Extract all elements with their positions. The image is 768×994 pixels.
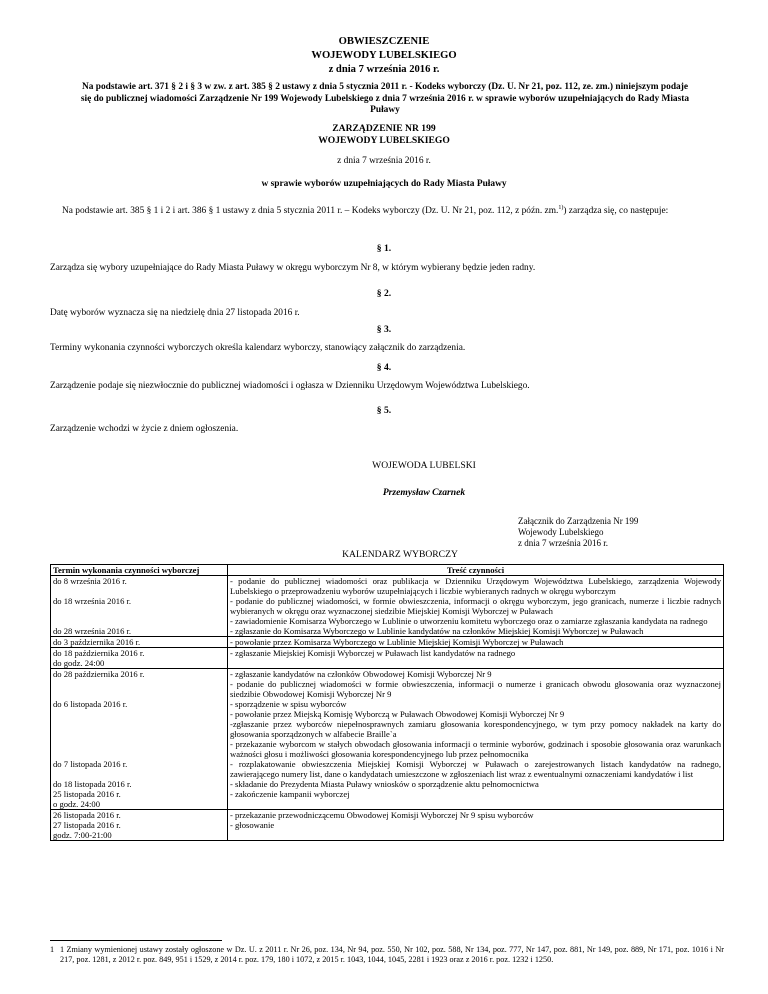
table-row — [51, 669, 724, 700]
paragraph-text-1: Zarządza się wybory uzupełniające do Rady Miasta Puławy w okręgu wyborczym Nr 8, w którym wybierany będzie jeden radny. — [50, 263, 536, 273]
date-line: do 6 listopada 2016 r. — [53, 699, 128, 709]
action-line: - rozplakatowanie obwieszczenia Miejskiej Komisji Wyborczej w Puławach o zarejestrowanych listach kandydatów na radnego, zawierającego numery list, dane o kandydatach umieszczone w zgłoszeniach list wraz z ewentualnymi oznaczeniami kandydatów i list — [230, 759, 721, 779]
date-cell — [51, 637, 228, 648]
action-cell — [228, 789, 724, 810]
attachment-note — [518, 516, 638, 549]
date-cell — [51, 789, 228, 810]
action-cell — [228, 810, 724, 821]
action-cell — [228, 820, 724, 841]
paragraph-text-5: Zarządzenie wchodzi w życie z dniem ogłoszenia. — [50, 424, 239, 434]
table-row — [51, 810, 724, 821]
date-line: 26 listopada 2016 r. — [53, 810, 121, 820]
table-row — [51, 759, 724, 779]
action-line: - sporządzenie w spisu wyborców — [230, 699, 347, 709]
column-header-date: Termin wykonania czynności wyborczej — [51, 565, 228, 576]
action-line: - składanie do Prezydenta Miasta Puławy wniosków o sporządzenie aktu pełnomocnictwa — [230, 779, 539, 789]
action-line: - zakończenie kampanii wyborczej — [230, 789, 350, 799]
date-cell — [51, 576, 228, 597]
date-line: do 18 października 2016 r. — [53, 648, 145, 658]
header-issuer: WOJEWODY LUBELSKIEGO — [311, 50, 457, 61]
attachment-line-2: Wojewody Lubelskiego — [518, 527, 604, 537]
date-cell — [51, 820, 228, 841]
table-row — [51, 820, 724, 841]
paragraph-text-4: Zarządzenie podaje się niezwłocznie do publicznej wiadomości i ogłasza w Dzienniku Urzędowym Województwa Lubelskiego. — [50, 381, 530, 391]
paragraph-number-4: § 4. — [376, 362, 392, 373]
date-line: do 8 września 2016 r. — [53, 576, 127, 586]
preamble — [50, 206, 723, 218]
header-title: OBWIESZCZENIE — [338, 36, 430, 47]
action-cell — [228, 669, 724, 700]
action-line: - przekazanie wyborcom w stałych obwodach głosowania informacji o terminie wyborów, godzinach i sposobie głosowania oraz warunkach ważności głosu i możliwości głosowania korespondencyjnego lub przez pełnomocnika — [230, 739, 721, 759]
action-cell — [228, 596, 724, 626]
table-row — [51, 779, 724, 789]
action-cell — [228, 759, 724, 779]
footnote-text: 1 Zmiany wymienionej ustawy zostały ogłoszone w Dz. U. z 2011 r. Nr 26, poz. 134, Nr 94, poz. 550, Nr 102, poz. 588, Nr 134, poz. 777, Nr 147, poz. 881, Nr 149, poz. 889, Nr 171, poz. 1016 i Nr 217, poz. 1281, z 2012 r. poz. 849, 951 i 1529, z 2014 r. poz. 179, 180 i 1072, z 2015 r. 1043, 1044, 1045, 2281 i 1923 oraz z 2016 r. poz. 1232 i 1250. — [60, 945, 724, 964]
paragraph-number-2: § 2. — [376, 288, 392, 299]
preamble-text: Na podstawie art. 385 § 1 i 2 i art. 386 § 1 ustawy z dnia 5 stycznia 2011 r. – Kodeks wyborczy (Dz. U. Nr 21, poz. 112, z późn. zm. — [62, 206, 559, 216]
date-line: do 7 listopada 2016 r. — [53, 759, 128, 769]
table-row — [51, 626, 724, 637]
date-cell — [51, 596, 228, 626]
table-row — [51, 789, 724, 810]
paragraph-text-3: Terminy wykonania czynności wyborczych określa kalendarz wyborczy, stanowiący załącznik do zarządzenia. — [50, 343, 466, 353]
date-cell — [51, 626, 228, 637]
date-line: do 18 listopada 2016 r. — [53, 779, 132, 789]
column-header-action: Treść czynności — [228, 565, 724, 576]
footnote — [50, 945, 724, 965]
action-cell — [228, 626, 724, 637]
ordinance-number: ZARZĄDZENIE NR 199 — [332, 123, 436, 134]
date-cell — [51, 779, 228, 789]
calendar-body — [51, 576, 724, 841]
footnote-divider — [50, 940, 222, 941]
date-cell — [51, 699, 228, 759]
action-cell — [228, 699, 724, 759]
signer-title: WOJEWODA LUBELSKI — [372, 460, 476, 471]
ordinance-date: z dnia 7 września 2016 r. — [337, 156, 431, 166]
footnote-mark: 1 — [50, 945, 55, 954]
date-line: 25 listopada 2016 r. — [53, 789, 121, 799]
document-header — [0, 35, 768, 77]
action-line: - zgłaszanie do Komisarza Wyborczego w Lublinie kandydatów na członków Miejskiej Komisji Wyborczej w Puławach — [230, 626, 644, 636]
paragraph-number-1: § 1. — [376, 243, 392, 254]
action-line: - powołanie przez Miejską Komisję Wyborczą w Puławach Obwodowej Komisji Wyborczej Nr 9 — [230, 709, 565, 719]
date-cell — [51, 669, 228, 700]
paragraph-number-3: § 3. — [376, 324, 392, 335]
preamble-end: ) zarządza się, co następuje: — [563, 206, 669, 216]
action-line: - podanie do publicznej wiadomości w formie obwieszczenia, informacji o numerze i granicach obwodu głosowania oraz wyznaczonej siedzibie Obwodowej Komisji Wyborczej Nr 9 — [230, 679, 721, 699]
action-cell — [228, 779, 724, 789]
footnote-ref: 1) — [558, 204, 564, 211]
action-line: - zawiadomienie Komisarza Wyborczego w Lublinie o utworzeniu komitetu wyborczego oraz o zamiarze zgłaszania kandydata na radnego — [230, 616, 708, 626]
table-row — [51, 648, 724, 669]
action-line: - głosowanie — [230, 820, 275, 830]
header-date: z dnia 7 września 2016 r. — [328, 64, 440, 75]
table-row — [51, 576, 724, 597]
date-cell — [51, 648, 228, 669]
calendar-title: KALENDARZ WYBORCZY — [342, 549, 458, 560]
date-line: godz. 7:00-21:00 — [53, 830, 112, 840]
table-row — [51, 699, 724, 759]
date-line: do 3 października 2016 r. — [53, 637, 141, 647]
date-cell — [51, 759, 228, 779]
action-cell — [228, 576, 724, 597]
date-line: do godz. 24:00 — [53, 658, 105, 668]
date-cell — [51, 810, 228, 821]
action-line: - podanie do publicznej wiadomości, w formie obwieszczenia, informacji o okręgu wyborczym, jego granicach, numerze i liczbie radnych wybieranych w okręgu oraz wyznaczonej siedzibie Miejskiej Komisji Wyborczej w Puławach — [230, 596, 721, 616]
action-line: - zgłaszanie kandydatów na członków Obwodowej Komisji Wyborczej Nr 9 — [230, 669, 492, 679]
attachment-line-1: Załącznik do Zarządzenia Nr 199 — [518, 516, 639, 526]
date-line: do 28 września 2016 r. — [53, 626, 132, 636]
table-row — [51, 637, 724, 648]
calendar-table — [50, 564, 724, 841]
table-row — [51, 596, 724, 626]
signer-name: Przemysław Czarnek — [382, 487, 466, 498]
ordinance-subject: w sprawie wyborów uzupełniających do Rady Miasta Puławy — [261, 179, 507, 189]
action-line: - podanie do publicznej wiadomości oraz publikacja w Dzienniku Urzędowym Województwa Lubelskiego, zarządzenia Wojewody Lubelskiego o przeprowadzeniu wyborów uzupełniających i liczbie wybieranych radnych w okręgu wyborczym — [230, 576, 721, 596]
action-cell — [228, 637, 724, 648]
ordinance-title — [0, 123, 768, 147]
action-line: - zgłaszanie Miejskiej Komisji Wyborczej w Puławach list kandydatów na radnego — [230, 648, 516, 658]
paragraph-text-2: Datę wyborów wyznacza się na niedzielę dnia 27 listopada 2016 r. — [50, 308, 300, 318]
paragraph-number-5: § 5. — [376, 405, 392, 416]
action-line: - powołanie przez Komisarza Wyborczego w Lublinie Miejskiej Komisji Wyborczej w Puławach — [230, 637, 564, 647]
action-line: -zgłaszanie przez wyborców niepełnosprawnych zamiaru głosowania korespondencyjnego, w tym przy pomocy nakładek na karty do głosowania sporządzonych w alfabecie Braille`a — [230, 719, 721, 739]
action-cell — [228, 648, 724, 669]
date-line: do 28 października 2016 r. — [53, 669, 145, 679]
ordinance-issuer: WOJEWODY LUBELSKIEGO — [318, 134, 450, 146]
date-line: do 18 września 2016 r. — [53, 596, 132, 606]
date-line: o godz. 24:00 — [53, 799, 101, 809]
attachment-line-3: z dnia 7 września 2016 r. — [518, 538, 608, 548]
intro-text: Na podstawie art. 371 § 2 i § 3 w zw. z art. 385 § 2 ustawy z dnia 5 stycznia 2011 r. - Kodeks wyborczy (Dz. U. Nr 21, poz. 112, ze. zm.) niniejszym podaje się do publicznej wiadomości Zarządzenie Nr 199 Wojewody Lubelskiego z dnia 7 września 2016 r. w sprawie wyborów uzupełniających do Rady Miasta Puławy — [80, 82, 690, 116]
date-line: 27 listopada 2016 r. — [53, 820, 121, 830]
action-line: - przekazanie przewodniczącemu Obwodowej Komisji Wyborczej Nr 9 spisu wyborców — [230, 810, 534, 820]
